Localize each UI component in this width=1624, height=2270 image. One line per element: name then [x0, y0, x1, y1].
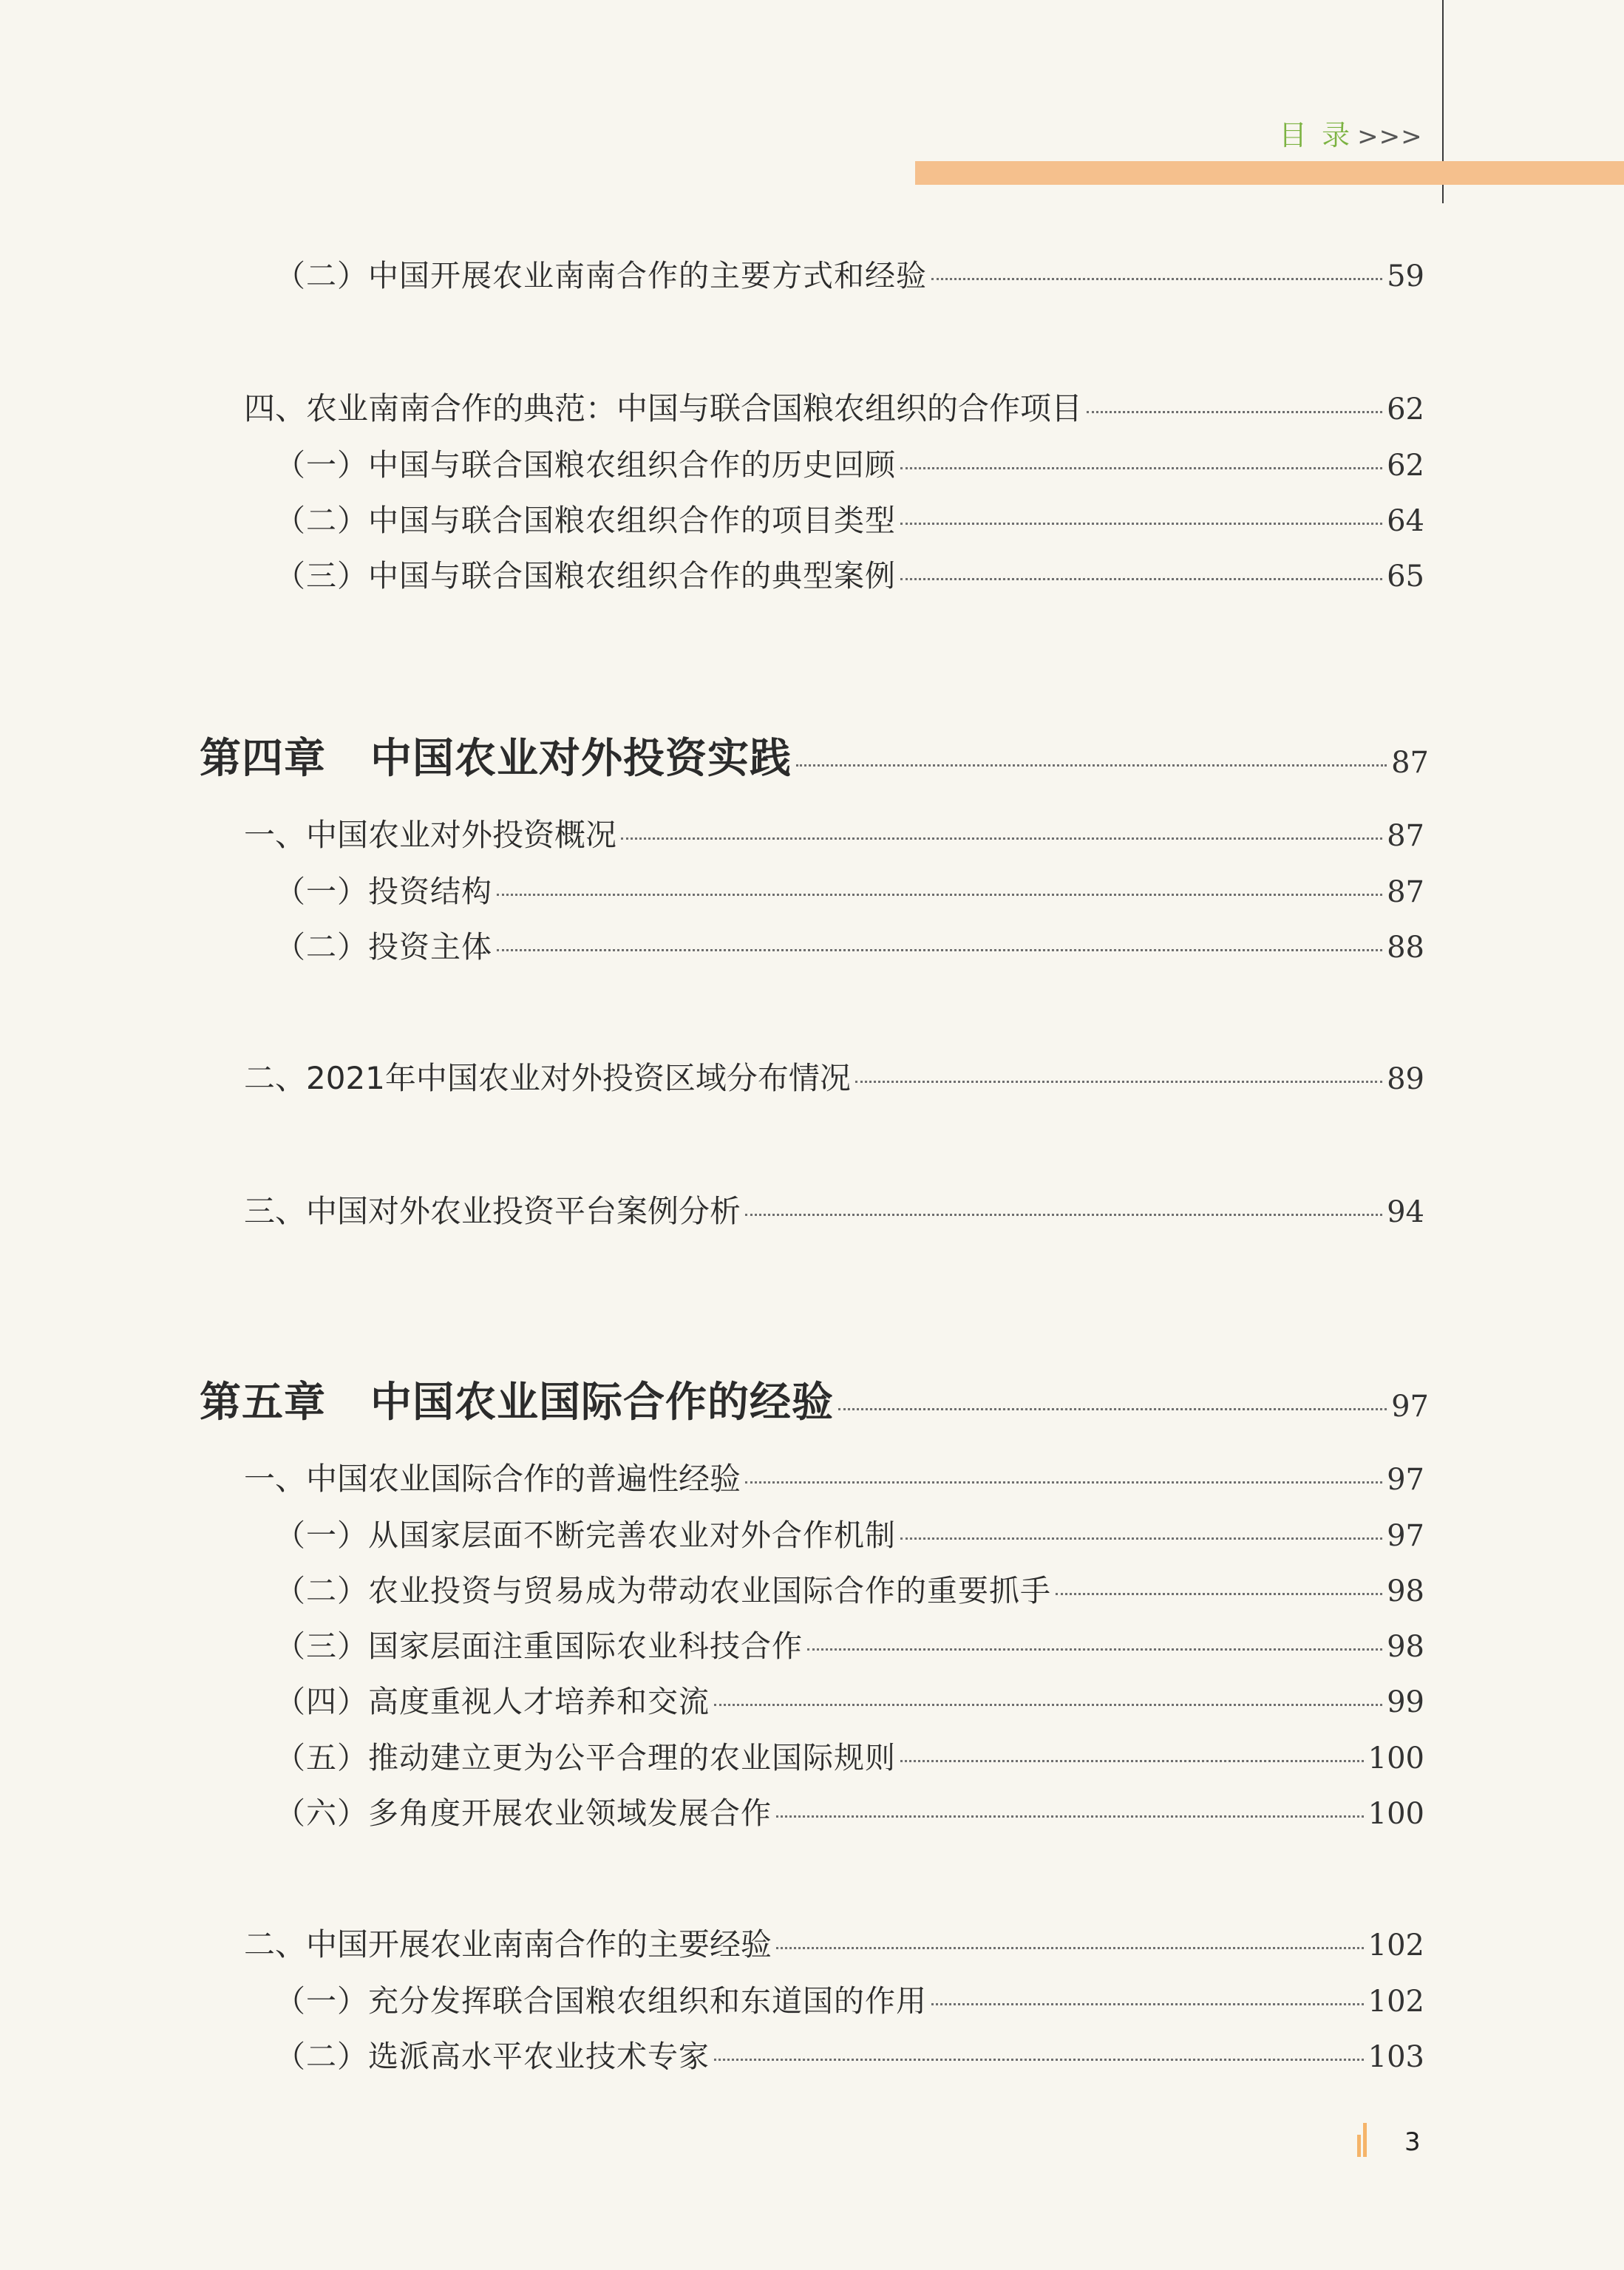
toc-entry[interactable] — [244, 1455, 1424, 1499]
dot-leader — [776, 1947, 1364, 1949]
toc-entry[interactable] — [275, 1622, 1424, 1665]
toc-entry-label: （二）投资主体 — [275, 929, 492, 965]
toc-entry-page: 100 — [1368, 1797, 1424, 1831]
dot-leader — [931, 2003, 1364, 2005]
chapter-title: 中国农业对外投资实践 — [370, 735, 792, 783]
chapter-title: 中国农业国际合作的经验 — [370, 1379, 834, 1427]
page-number: 3 — [1404, 2127, 1421, 2157]
toc-entry[interactable] — [275, 551, 1424, 595]
toc-entry-page: 103 — [1368, 2040, 1424, 2074]
toc-entry-label: （一）中国与联合国粮农组织合作的历史回顾 — [275, 447, 896, 483]
toc-entry-page: 87 — [1391, 746, 1429, 780]
header-color-bar — [915, 161, 1624, 185]
dot-leader — [807, 1648, 1382, 1651]
toc-entry-page: 99 — [1387, 1685, 1424, 1719]
dot-leader — [714, 1704, 1382, 1706]
toc-entry-label: （一）投资结构 — [275, 874, 492, 909]
toc-entry[interactable] — [275, 251, 1424, 295]
toc-entry-page: 87 — [1387, 875, 1424, 909]
toc-entry-label — [200, 1370, 834, 1429]
toc-entry[interactable] — [275, 1977, 1424, 2020]
dot-leader — [714, 2059, 1364, 2061]
toc-entry-label: （三）中国与联合国粮农组织合作的典型案例 — [275, 558, 896, 594]
toc-entry-label: （二）农业投资与贸易成为带动农业国际合作的重要抓手 — [275, 1573, 1051, 1608]
toc-entry[interactable] — [244, 1920, 1424, 1965]
toc-entry[interactable] — [275, 1677, 1424, 1721]
toc-entry-page: 94 — [1387, 1195, 1424, 1229]
toc-entry-label: （六）多角度开展农业领域发展合作 — [275, 1795, 772, 1831]
running-header-arrows: >>> — [1357, 122, 1423, 152]
toc-entry-page: 97 — [1391, 1390, 1429, 1424]
toc-entry[interactable] — [275, 1789, 1424, 1832]
toc-entry[interactable] — [275, 1733, 1424, 1777]
toc-entry-label: （五）推动建立更为公平合理的农业国际规则 — [275, 1740, 896, 1775]
toc-entry-label: （二）中国开展农业南南合作的主要方式和经验 — [275, 258, 927, 293]
page-number-mark — [1357, 2123, 1369, 2157]
toc-entry[interactable] — [275, 496, 1424, 540]
dot-leader — [900, 1760, 1364, 1762]
toc-entry-page: 64 — [1387, 504, 1424, 538]
running-header — [1279, 112, 1434, 153]
toc-entry[interactable] — [275, 922, 1424, 966]
toc-entry-page: 62 — [1387, 449, 1424, 483]
toc-entry-page: 88 — [1387, 931, 1424, 965]
toc-entry-page: 102 — [1368, 1985, 1424, 2019]
toc-entry-page: 100 — [1368, 1741, 1424, 1775]
dot-leader — [745, 1214, 1382, 1216]
toc-entry-page: 102 — [1368, 1929, 1424, 1963]
toc-entry-label: 二、中国开展农业南南合作的主要经验 — [244, 1926, 772, 1963]
dot-leader — [900, 578, 1382, 580]
toc-entry[interactable] — [275, 441, 1424, 484]
toc-entry-page: 87 — [1387, 819, 1424, 853]
toc-entry-page: 65 — [1387, 560, 1424, 594]
dot-leader — [1056, 1593, 1382, 1595]
dot-leader — [776, 1815, 1364, 1818]
toc-entry[interactable] — [275, 2032, 1424, 2076]
dot-leader — [900, 1537, 1382, 1540]
toc-entry[interactable] — [244, 384, 1424, 429]
dot-leader — [621, 837, 1382, 840]
dot-leader — [1087, 411, 1382, 413]
toc-entry-label: 二、2021年中国农业对外投资区域分布情况 — [244, 1060, 851, 1096]
dot-leader — [497, 949, 1382, 951]
toc-entry[interactable] — [275, 1511, 1424, 1554]
dot-leader — [838, 1408, 1387, 1410]
toc-entry-page: 97 — [1387, 1519, 1424, 1553]
toc-entry-page: 98 — [1387, 1630, 1424, 1664]
chapter-number: 第四章 — [200, 735, 326, 783]
toc-entry-page: 89 — [1387, 1062, 1424, 1096]
toc-entry[interactable] — [244, 811, 1424, 855]
dot-leader — [855, 1081, 1382, 1083]
dot-leader — [497, 894, 1382, 896]
toc-entry-page: 97 — [1387, 1463, 1424, 1497]
toc-entry-label: （三）国家层面注重国际农业科技合作 — [275, 1628, 803, 1664]
dot-leader — [900, 523, 1382, 525]
chapter-number: 第五章 — [200, 1379, 326, 1427]
dot-leader — [745, 1481, 1382, 1484]
toc-entry-label — [200, 726, 792, 785]
toc-entry[interactable] — [275, 867, 1424, 911]
toc-entry-page: 98 — [1387, 1574, 1424, 1608]
toc-entry-label: （一）充分发挥联合国粮农组织和东道国的作用 — [275, 1983, 927, 2019]
toc-entry[interactable] — [275, 1566, 1424, 1610]
toc-entry-label: （一）从国家层面不断完善农业对外合作机制 — [275, 1518, 896, 1553]
dot-leader — [900, 467, 1382, 469]
dot-leader — [931, 278, 1382, 280]
toc-entry[interactable] — [244, 1187, 1424, 1231]
running-header-title: 目 录 — [1279, 119, 1353, 152]
toc-entry-label: 三、中国对外农业投资平台案例分析 — [244, 1193, 741, 1229]
toc-entry-page: 62 — [1387, 393, 1424, 427]
toc-entry[interactable] — [200, 726, 1429, 785]
toc-entry-label: 四、农业南南合作的典范：中国与联合国粮农组织的合作项目 — [244, 390, 1083, 427]
toc-entry[interactable] — [200, 1370, 1429, 1429]
toc-entry-label: （二）中国与联合国粮农组织合作的项目类型 — [275, 503, 896, 538]
toc-entry[interactable] — [244, 1054, 1424, 1098]
toc-entry-label: 一、中国农业国际合作的普遍性经验 — [244, 1461, 741, 1497]
toc-entry-label: （四）高度重视人才培养和交流 — [275, 1684, 710, 1719]
toc-entry-label: （二）选派高水平农业技术专家 — [275, 2039, 710, 2074]
dot-leader — [796, 764, 1387, 767]
toc-entry-page: 59 — [1387, 259, 1424, 293]
toc-entry-label: 一、中国农业对外投资概况 — [244, 817, 617, 853]
